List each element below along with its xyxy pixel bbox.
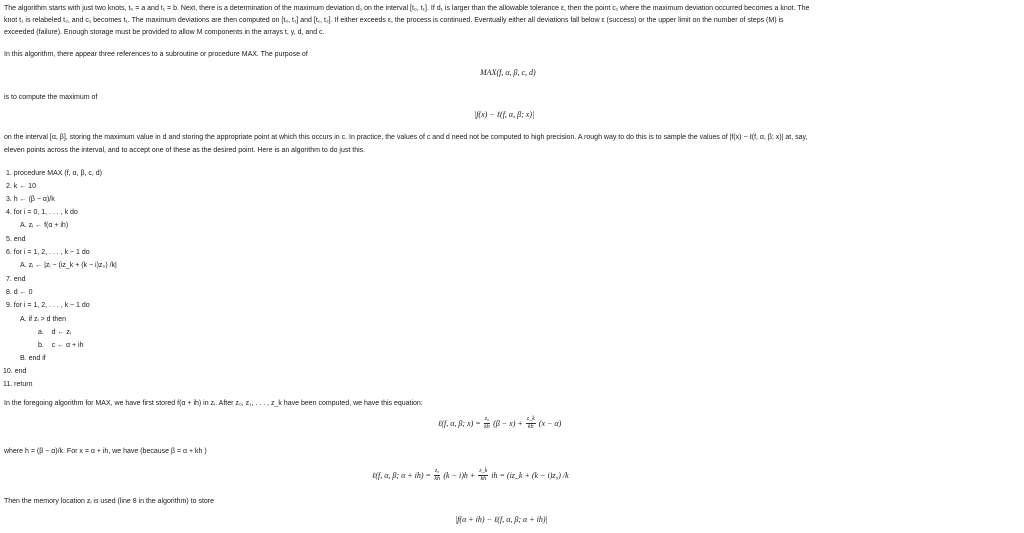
eq3-lhs: ℓ(f, α, β; x) =: [438, 419, 481, 428]
algorithm-line: 8. d ← 0: [6, 289, 33, 296]
fraction-numerator: z₀: [484, 416, 490, 422]
paragraph-7: Then the memory location zᵢ is used (line 8 in the algorithm) to store: [4, 498, 215, 505]
algorithm-line: 4. for i = 0, 1, . . . , k do: [6, 209, 78, 216]
fraction-denominator: kh: [480, 476, 487, 482]
paragraph-5: In the foregoing algorithm for MAX, we have first stored f(α + ih) in zᵢ. After z₀, z₁, . . . , z_k have been computed, we have this equation:: [4, 400, 423, 407]
paragraph-2: In this algorithm, there appear three references to a subroutine or procedure MAX. The purpose of: [4, 51, 308, 58]
equation-interp-at-point: [372, 468, 569, 483]
algorithm-line: 7. end: [6, 276, 26, 283]
fraction-denominator: kh: [484, 424, 490, 430]
equation-linear-interp: [438, 416, 561, 431]
eq3-fraction-1: [484, 416, 490, 431]
eq3-end: (x − α): [538, 419, 562, 428]
eq3-fraction-2: [526, 416, 536, 431]
paragraph-4-line-1: on the interval [α, β], storing the maximum value in d and storing the appropriate point at which this occurs in c. In practice, the values of c and d need not be computed to high precision. A rough way to do this is to sample the values of |f(x) − ℓ(f, α, β; x)| at, say,: [4, 134, 808, 141]
fraction-denominator: kh: [527, 424, 534, 430]
algorithm-line: 3. h ← (β − α)/k: [6, 196, 55, 203]
fraction-numerator: z₀: [434, 468, 440, 474]
equation-stored-deviation: |f(α + ih) − ℓ(f, α, β; α + ih)|: [455, 515, 548, 524]
algorithm-line: a. d ← zᵢ: [38, 329, 72, 336]
algorithm-line: 5. end: [6, 236, 26, 243]
eq4-fraction-1: [434, 468, 440, 483]
equation-deviation: |f(x) − ℓ(f, α, β; x)|: [474, 110, 535, 119]
algorithm-line: B. end if: [20, 355, 46, 362]
algorithm-line: 2. k ← 10: [6, 183, 36, 190]
algorithm-line: b. c ← α + ih: [38, 342, 84, 349]
algorithm-line: 1. procedure MAX (f, α, β, c, d): [6, 170, 103, 177]
algorithm-line: A. zᵢ ← f(α + ih): [20, 222, 69, 229]
eq4-lhs: ℓ(f, α, β; α + ih) =: [372, 471, 431, 480]
paragraph-1-line-2: knot t₁ is relabeled t₂, and c₁ becomes t₁. The maximum deviations are then computed on [t₀, t₁] and [t₁, t₂]. If either exceeds ε, the process is continued. Eventually either all deviations fall below ε (success) or the upper limit on the number of steps (M) is: [4, 17, 784, 24]
algorithm-line: 6. for i = 1, 2, . . . , k − 1 do: [6, 249, 90, 256]
eq4-fraction-2: [478, 468, 488, 483]
eq3-mid: (β − x) +: [493, 419, 523, 428]
fraction-denominator: kh: [434, 476, 440, 482]
paragraph-4-line-2: eleven points across the interval, and to accept one of these as the desired point. Here is an algorithm to do just this.: [4, 147, 366, 154]
paragraph-1-line-1: The algorithm starts with just two knots, t₀ = a and t₁ = b. Next, there is a determination of the maximum deviation d₁ on the interval [t₀, t₁]. If d₁ is larger than the allowable tolerance ε, then the point c₁ where the maximum deviation occurred becomes a knot. The: [4, 5, 810, 12]
eq4-mid: (k − i)h +: [443, 471, 476, 480]
algorithm-line: 11. return: [3, 381, 33, 388]
equation-max-call: MAX(f, α, β, c, d): [480, 68, 536, 77]
fraction-numerator: z_k: [526, 416, 535, 422]
algorithm-line: 10. end: [3, 368, 27, 375]
algorithm-line: A. zᵢ ← |zᵢ − (iz_k + (k − i)z₀) /k|: [20, 262, 117, 269]
algorithm-line: 9. for i = 1, 2, . . . , k − 1 do: [6, 302, 90, 309]
eq4-end: ih = (iz_k + (k − i)z₀) /k: [491, 471, 569, 480]
fraction-numerator: z_k: [479, 468, 488, 474]
paragraph-1-line-3: exceeded (failure). Enough storage must be provided to allow M components in the arrays t, y, d, and c.: [4, 29, 325, 36]
paragraph-6: where h = (β − α)/k. For x = α + ih, we have (because β = α + kh ): [4, 448, 207, 455]
algorithm-line: A. if zᵢ > d then: [20, 316, 67, 323]
paragraph-3: is to compute the maximum of: [4, 94, 98, 101]
